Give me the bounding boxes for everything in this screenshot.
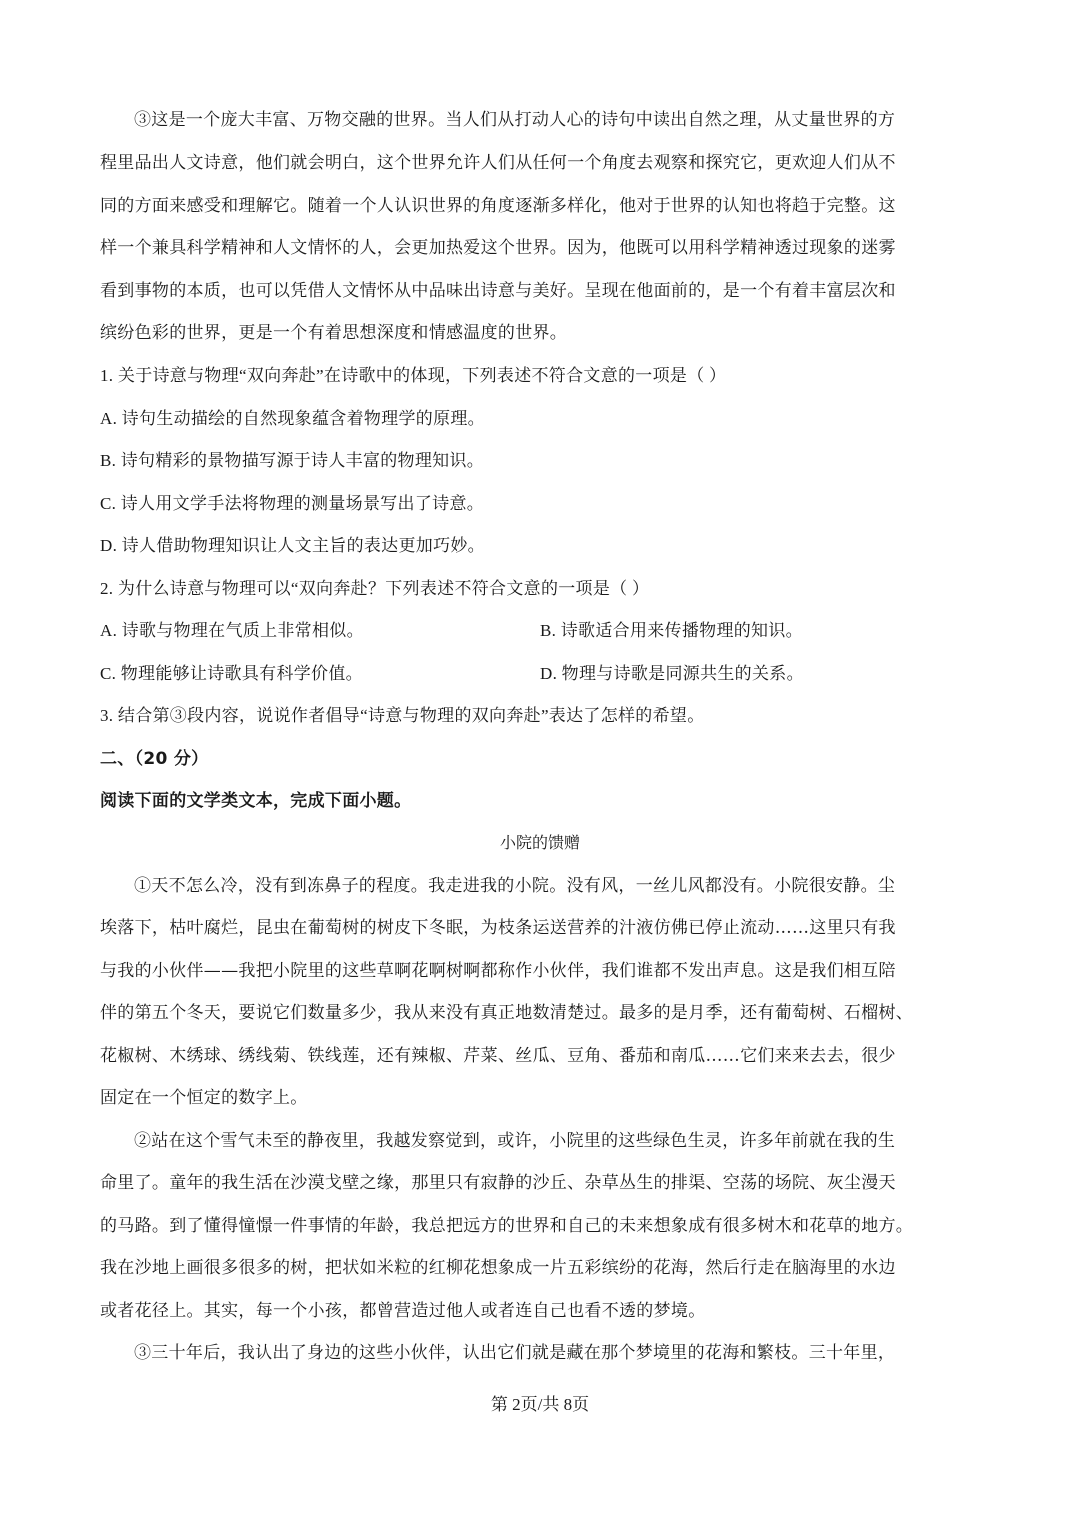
question-1-option-a: A. 诗句生动描绘的自然现象蕴含着物理学的原理。: [100, 409, 485, 428]
story-line-2: 埃落下，枯叶腐烂，昆虫在葡萄树的树皮下冬眠，为枝条运送营养的汁液仿佛已停止流动……这里只有我: [100, 918, 896, 938]
passage1-line-6: 缤纷色彩的世界，更是一个有着思想深度和情感温度的世界。: [100, 323, 568, 343]
story-line-4: 伴的第五个冬天，要说它们数量多少，我从来没有真正地数清楚过。最多的是月季，还有葡萄树、石榴树、: [100, 1003, 914, 1023]
passage1-line-3: 同的方面来感受和理解它。随着一个人认识世界的角度逐渐多样化，他对于世界的认知也将趋于完整。这: [100, 196, 896, 216]
question-2-option-a: A. 诗歌与物理在气质上非常相似。: [100, 621, 364, 640]
passage1-line-1: ③这是一个庞大丰富、万物交融的世界。当人们从打动人心的诗句中读出自然之理，从丈量世界的方: [134, 110, 896, 130]
story-line-9: 的马路。到了懂得憧憬一件事情的年龄，我总把远方的世界和自己的未来想象成有很多树木和花草的地方。: [100, 1216, 914, 1236]
section-2-heading: 二、（20 分）: [100, 749, 209, 769]
question-2-option-c: C. 物理能够让诗歌具有科学价值。: [100, 664, 363, 683]
passage1-line-4: 样一个兼具科学精神和人文情怀的人，会更加热爱这个世界。因为，他既可以用科学精神透过现象的迷雾: [100, 238, 896, 258]
story-line-6: 固定在一个恒定的数字上。: [100, 1088, 308, 1108]
page-number-footer: 第 2页/共 8页: [490, 1395, 590, 1414]
story-line-8: 命里了。童年的我生活在沙漠戈壁之缘，那里只有寂静的沙丘、杂草丛生的排渠、空荡的场院、灰尘漫天: [100, 1173, 896, 1193]
passage1-line-2: 程里品出人文诗意，他们就会明白，这个世界允许人们从任何一个角度去观察和探究它，更欢迎人们从不: [100, 153, 896, 173]
story-line-7: ②站在这个雪气未至的静夜里，我越发察觉到，或许，小院里的这些绿色生灵，许多年前就在我的生: [134, 1131, 896, 1151]
question-2-option-d: D. 物理与诗歌是同源共生的关系。: [540, 664, 804, 683]
question-3-stem: 3. 结合第③段内容，说说作者倡导“诗意与物理的双向奔赴”表达了怎样的希望。: [100, 706, 705, 725]
question-1-option-d: D. 诗人借助物理知识让人文主旨的表达更加巧妙。: [100, 536, 485, 555]
story-line-12: ③三十年后，我认出了身边的这些小伙伴，认出它们就是藏在那个梦境里的花海和繁枝。三十年里，: [134, 1343, 896, 1363]
section-2-instruction: 阅读下面的文学类文本，完成下面小题。: [100, 791, 412, 811]
question-1-option-b: B. 诗句精彩的景物描写源于诗人丰富的物理知识。: [100, 451, 485, 470]
story-line-10: 我在沙地上画很多很多的树，把状如米粒的红柳花想象成一片五彩缤纷的花海，然后行走在脑海里的水边: [100, 1258, 896, 1278]
question-2-option-b: B. 诗歌适合用来传播物理的知识。: [540, 621, 803, 640]
passage1-line-5: 看到事物的本质，也可以凭借人文情怀从中品味出诗意与美好。呈现在他面前的，是一个有着丰富层次和: [100, 281, 896, 301]
story-line-1: ①天不怎么冷，没有到冻鼻子的程度。我走进我的小院。没有风，一丝儿风都没有。小院很安静。尘: [134, 876, 896, 896]
story-line-11: 或者花径上。其实，每一个小孩，都曾营造过他人或者连自己也看不透的梦境。: [100, 1301, 706, 1321]
question-1-stem: 1. 关于诗意与物理“双向奔赴”在诗歌中的体现，下列表述不符合文意的一项是（ ）: [100, 366, 727, 385]
story-line-3: 与我的小伙伴——我把小院里的这些草啊花啊树啊都称作小伙伴，我们谁都不发出声息。这是我们相互陪: [100, 961, 896, 981]
story-line-5: 花椒树、木绣球、绣线菊、铁线莲，还有辣椒、芹菜、丝瓜、豆角、番茄和南瓜……它们来来去去，很少: [100, 1046, 896, 1066]
question-1-option-c: C. 诗人用文学手法将物理的测量场景写出了诗意。: [100, 494, 485, 513]
question-2-stem: 2. 为什么诗意与物理可以“双向奔赴？下列表述不符合文意的一项是（ ）: [100, 579, 650, 598]
story-title: 小院的馈赠: [499, 833, 580, 852]
